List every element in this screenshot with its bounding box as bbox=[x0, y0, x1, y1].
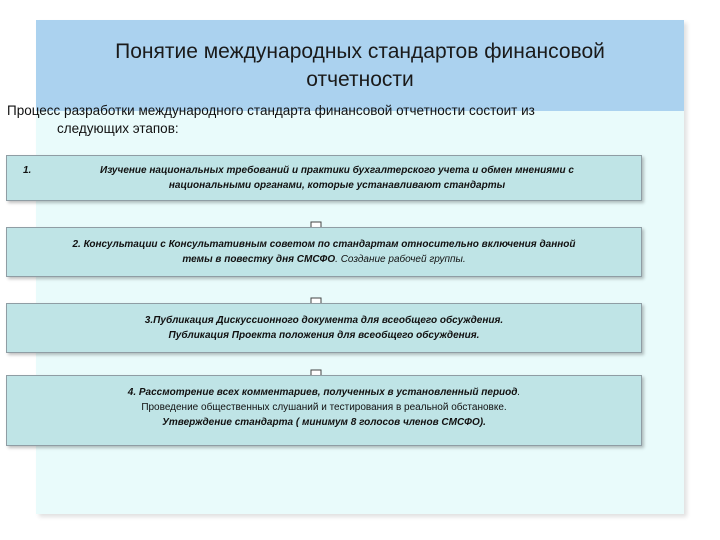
step-2-line-2-rest: . Создание рабочей группы. bbox=[335, 254, 466, 265]
title-bar bbox=[36, 20, 684, 111]
step-3-line-2: Публикация Проекта положения для всеобщего обсуждения. bbox=[168, 330, 480, 341]
step-3-box bbox=[6, 303, 642, 353]
step-2-line-1: 2. Консультации с Консультативным советом по стандартам относительно включения данной bbox=[72, 239, 576, 250]
intro-text bbox=[7, 102, 647, 138]
step-3-line-1: 3.Публикация Дискуссионного документа для всеобщего обсуждения. bbox=[144, 315, 504, 326]
step-1-line-2: национальными органами, которые устанавливают стандарты bbox=[168, 180, 506, 191]
step-1-box bbox=[6, 155, 642, 201]
step-4-box bbox=[6, 375, 642, 446]
step-4-line-1-bold: 4. Рассмотрение всех комментариев, полученных в установленный период bbox=[127, 387, 518, 398]
slide-title-line-2: отчетности bbox=[306, 67, 414, 91]
step-1-line-1: Изучение национальных требований и практики бухгалтерского учета и обмен мнениями с bbox=[100, 165, 574, 176]
step-4-line-2: Проведение общественных слушаний и тестирования в реальной обстановке. bbox=[141, 402, 507, 413]
intro-line-2: следующих этапов: bbox=[57, 121, 179, 136]
step-2-box bbox=[6, 227, 642, 277]
intro-line-1: Процесс разработки международного стандарта финансовой отчетности состоит из bbox=[7, 103, 535, 118]
step-4-line-3: Утверждение стандарта ( минимум 8 голосов членов СМСФО). bbox=[162, 417, 486, 428]
slide-title-line-1: Понятие международных стандартов финансовой bbox=[115, 39, 605, 63]
step-4-line-1-rest: . bbox=[517, 387, 521, 398]
step-1-number: 1. bbox=[23, 165, 32, 176]
step-2-line-2-bold: темы в повестку дня СМСФО bbox=[182, 254, 336, 265]
